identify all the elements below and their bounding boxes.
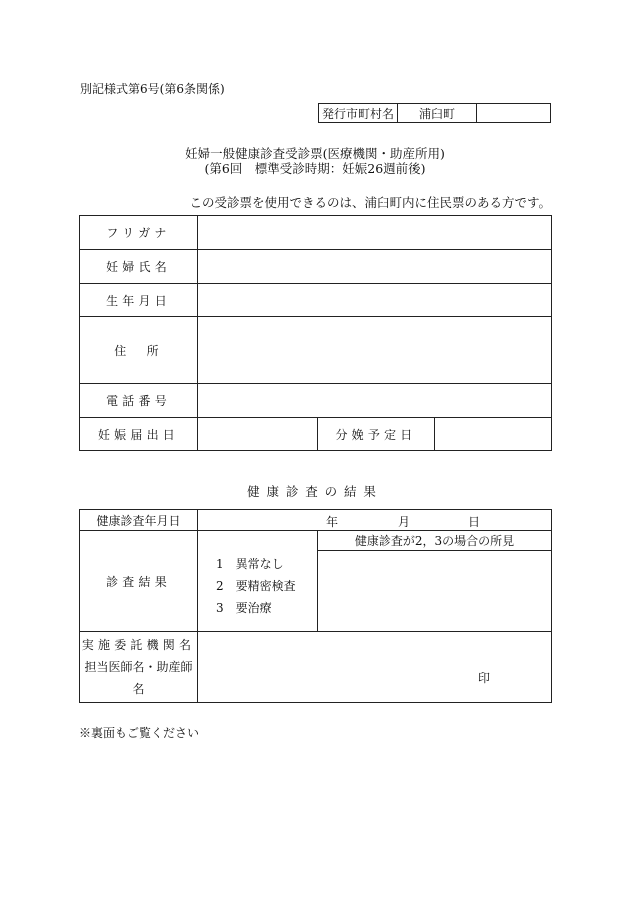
institution-doctor-field[interactable] <box>198 632 552 703</box>
due-date-field[interactable] <box>435 418 552 451</box>
day-label: 日 <box>468 515 481 529</box>
section-title: 健康診査の結果 <box>247 484 383 499</box>
month-label: 月 <box>398 515 411 529</box>
pregnancy-report-date-label: 妊娠届出日 <box>80 418 198 451</box>
result-label: 診査結果 <box>80 531 198 632</box>
exam-date-label: 健康診査年月日 <box>80 510 198 531</box>
address-label: 住 所 <box>80 317 198 384</box>
seal-mark: 印 <box>478 671 491 685</box>
form-subtitle: (第6回 標準受診時期：妊娠26週前後) <box>204 161 426 176</box>
option-normal[interactable]: 1 異常なし <box>216 557 284 571</box>
findings-header: 健康診査が2，3の場合の所見 <box>318 531 552 551</box>
personal-info-table <box>79 215 552 451</box>
name-field[interactable] <box>198 250 552 284</box>
option-treatment[interactable]: 3 要治療 <box>216 601 272 615</box>
address-field[interactable] <box>198 317 552 384</box>
eligibility-notice: この受診票を使用できるのは、浦臼町内に住民票のある方です。 <box>189 195 551 210</box>
exam-date-field[interactable] <box>198 510 552 531</box>
institution-label: 実施委託機関名 <box>81 638 196 652</box>
form-number: 別記様式第6号(第6条関係) <box>80 82 225 96</box>
institution-doctor-label <box>80 632 198 703</box>
issuer-box <box>318 103 551 123</box>
birthdate-field[interactable] <box>198 284 552 317</box>
form-title: 妊婦一般健康診査受診票(医療機関・助産所用) <box>185 146 445 161</box>
furigana-label: フリガナ <box>80 216 198 250</box>
name-label: 妊婦氏名 <box>80 250 198 284</box>
footer-note: ※裏面もご覧ください <box>79 726 200 740</box>
year-label: 年 <box>326 515 339 529</box>
phone-field[interactable] <box>198 384 552 418</box>
phone-label: 電話番号 <box>80 384 198 418</box>
due-date-label: 分娩予定日 <box>318 418 435 451</box>
result-options <box>198 531 318 632</box>
findings-field[interactable] <box>318 551 552 632</box>
birthdate-label: 生年月日 <box>80 284 198 317</box>
exam-result-table <box>79 509 552 703</box>
issuer-value: 浦臼町 <box>398 104 477 123</box>
pregnancy-report-date-field[interactable] <box>198 418 318 451</box>
doctor-label: 担当医師名・助産師名 <box>84 660 193 696</box>
issuer-label: 発行市町村名 <box>319 104 398 123</box>
issuer-blank <box>477 104 551 123</box>
furigana-field[interactable] <box>198 216 552 250</box>
option-detailed-exam[interactable]: 2 要精密検査 <box>216 579 296 593</box>
